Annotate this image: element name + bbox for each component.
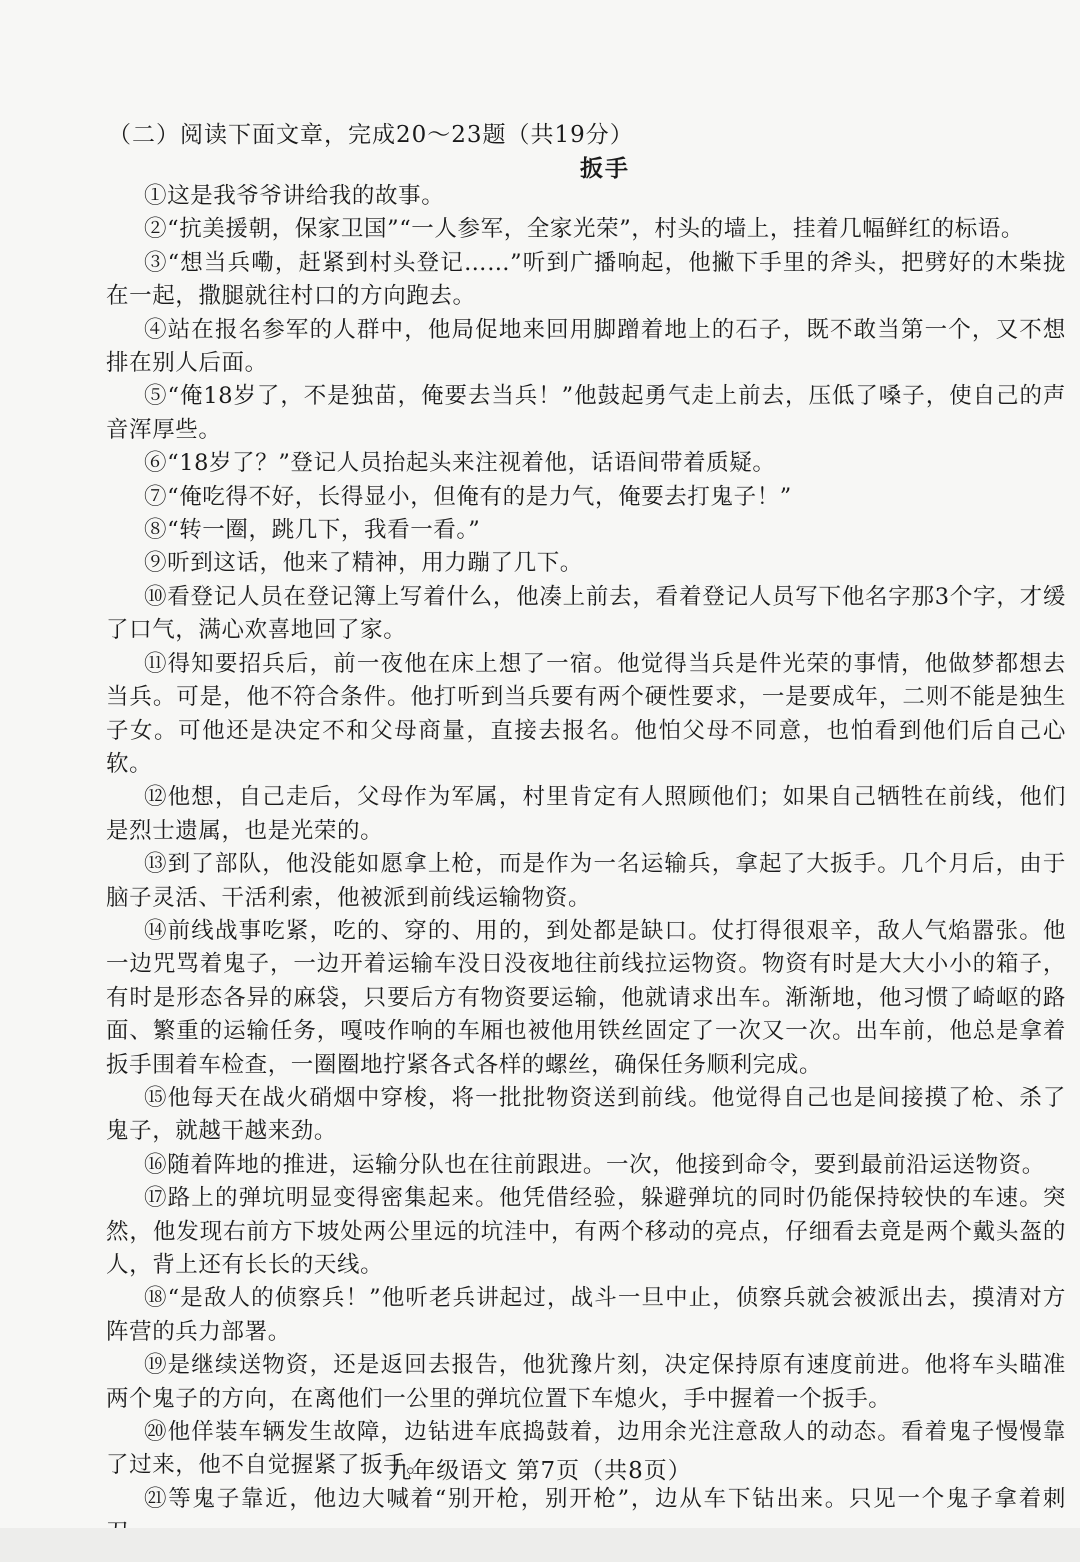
paragraph-7: ⑦“俺吃得不好，长得显小，但俺有的是力气，俺要去打鬼子！”	[144, 483, 792, 510]
paragraph-13: ⑬到了部队，他没能如愿拿上枪，而是作为一名运输兵，拿起了大扳手。几个月后，由于脑子灵活、干活利索，他被派到前线运输物资。	[106, 851, 1066, 911]
paragraph-17: ⑰路上的弹坑明显变得密集起来。他凭借经验，躲避弹坑的同时仍能保持较快的车速。突然，他发现右前方下坡处两公里远的坑洼中，有两个移动的亮点，仔细看去竟是两个戴头盔的人，背上还有长长的天线。	[106, 1185, 1066, 1278]
paragraph-3: ③“想当兵嘞，赶紧到村头登记……”听到广播响起，他撇下手里的斧头，把劈好的木柴拢在一起，撒腿就往村口的方向跑去。	[106, 249, 1066, 310]
paragraph-10: ⑩看登记人员在登记簿上写着什么，他凑上前去，看着登记人员写下他名字那3个字，才缓了口气，满心欢喜地回了家。	[106, 583, 1066, 644]
paragraph-11: ⑪得知要招兵后，前一夜他在床上想了一宿。他觉得当兵是件光荣的事情，他做梦都想去当兵。可是，他不符合条件。他打听到当兵要有两个硬性要求，一是要成年，二则不能是独生子女。可他还是决定不和父母商量，直接去报名。他怕父母不同意，也怕看到他们后自己心软。	[106, 650, 1066, 777]
paragraph-16: ⑯随着阵地的推进，运输分队也在往前跟进。一次，他接到命令，要到最前沿运送物资。	[144, 1151, 1045, 1178]
paragraph-5: ⑤“俺18岁了，不是独苗，俺要去当兵！”他鼓起勇气走上前去，压低了嗓子，使自己的声音浑厚些。	[106, 383, 1066, 443]
paragraph-2: ②“抗美援朝，保家卫国”“一人参军，全家光荣”，村头的墙上，挂着几幅鲜红的标语。	[144, 216, 1025, 243]
paragraph-9: ⑨听到这话，他来了精神，用力蹦了几下。	[144, 550, 583, 577]
paragraph-15: ⑮他每天在战火硝烟中穿梭，将一批批物资送到前线。他觉得自己也是间接摸了枪、杀了鬼子，就越干越来劲。	[106, 1084, 1066, 1145]
article-title: 扳手	[580, 155, 630, 182]
paragraph-1: ①这是我爷爷讲给我的故事。	[144, 183, 445, 209]
paragraph-19: ⑲是继续送物资，还是返回去报告，他犹豫片刻，决定保持原有速度前进。他将车头瞄准两个鬼子的方向，在离他们一公里的弹坑位置下车熄火，手中握着一个扳手。	[106, 1352, 1066, 1412]
paragraph-6: ⑥“18岁了？”登记人员抬起头来注视着他，话语间带着质疑。	[144, 450, 776, 477]
paragraph-18: ⑱“是敌人的侦察兵！”他听老兵讲起过，战斗一旦中止，侦察兵就会被派出去，摸清对方阵营的兵力部署。	[106, 1285, 1066, 1345]
article-body	[106, 180, 1066, 1550]
paragraph-8: ⑧“转一圈，跳几下，我看一看。”	[144, 517, 481, 544]
paragraph-21: ㉑等鬼子靠近，他边大喊着“别开枪，别开枪”，边从车下钻出来。只见一个鬼子拿着刺	[144, 1485, 1066, 1512]
section-heading: （二）阅读下面文章，完成20～23题（共19分）	[108, 122, 634, 148]
scan-bottom-band	[0, 1528, 1080, 1562]
paragraph-20: ⑳他佯装车辆发生故障，边钻进车底捣鼓着，边用余光注意敌人的动态。看着鬼子慢慢靠了过来，他不自觉握紧了扳手。	[106, 1419, 1066, 1479]
paragraph-12: ⑫他想，自己走后，父母作为军属，村里肯定有人照顾他们；如果自己牺牲在前线，他们是烈士遗属，也是光荣的。	[106, 784, 1066, 844]
page-footer: 九年级语文 第7页（共8页）	[388, 1458, 692, 1484]
paragraph-4: ④站在报名参军的人群中，他局促地来回用脚蹭着地上的石子，既不敢当第一个，又不想排在别人后面。	[106, 316, 1066, 377]
paragraph-14: ⑭前线战事吃紧，吃的、穿的、用的，到处都是缺口。仗打得很艰辛，敌人气焰嚣张。他一边咒骂着鬼子，一边开着运输车没日没夜地往前线拉运物资。物资有时是大大小小的箱子，有时是形态各异的麻袋，只要后方有物资要运输，他就请求出车。渐渐地，他习惯了崎岖的路面、繁重的运输任务，嘎吱作响的车厢也被他用铁丝固定了一次又一次。出车前，他总是拿着扳手围着车检查，一圈圈地拧紧各式各样的螺丝，确保任务顺利完成。	[106, 917, 1066, 1078]
